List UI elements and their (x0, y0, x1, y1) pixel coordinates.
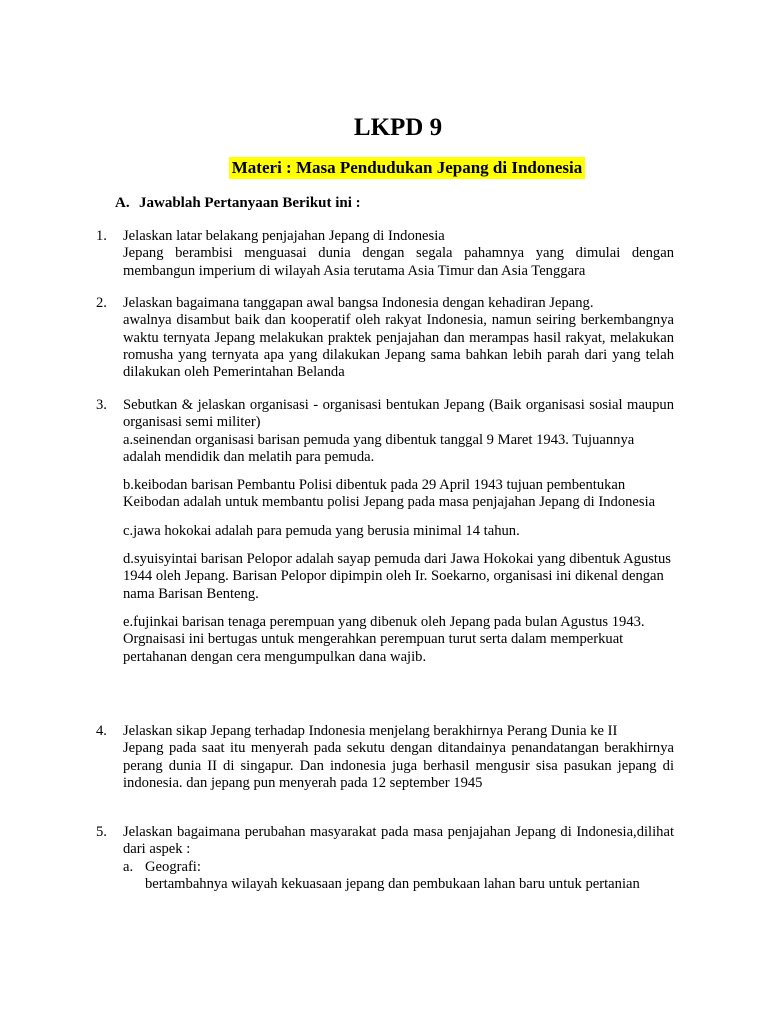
question-number: 2. (96, 295, 107, 311)
question-number: 3. (96, 397, 107, 413)
answer-text: awalnya disambut baik dan kooperatif oleh rakyat Indonesia, namun seiring berkembangnya waktu ternyata Jepang melakukan praktek penjajahan dan merampas hasil rakyat, melakukan romusha yang ternyata apa yang dilakukan Jepang sama bahkan lebih parah dari yang telah dilakukan oleh Pemerintahan Belanda (123, 312, 674, 381)
section-heading-text: Jawablah Pertanyaan Berikut ini : (139, 195, 361, 211)
answer-item-b: b.keibodan barisan Pembantu Polisi dibentuk pada 29 April 1943 tujuan pembentukan Keibodan adalah untuk membantu polisi Jepang pada masa penjajahan Jepang di Indonesia (123, 477, 656, 511)
question-5 (96, 824, 674, 893)
aspect-body (145, 859, 674, 894)
aspect-answer: bertambahnya wilayah kekuasaan jepang dan pembukaan lahan baru untuk pertanian (145, 875, 640, 892)
question-3 (96, 397, 674, 666)
question-body (123, 228, 674, 280)
question-body (123, 723, 674, 792)
question-body (123, 824, 674, 893)
aspect-item-a (123, 859, 674, 894)
section-letter: A. (115, 195, 130, 211)
answer-text: Jepang pada saat itu menyerah pada sekutu dengan ditandainya penandatangan berakhirnya perang dunia II di singapur. Dan indonesia juga berhasil mengusir sisa pasukan jepang di indonesia. dan jepang pun menyerah pada 12 september 1945 (123, 740, 674, 791)
question-text: Jelaskan sikap Jepang terhadap Indonesia menjelang berakhirnya Perang Dunia ke II (123, 723, 618, 739)
answer-item-d: d.syuisyintai barisan Pelopor adalah sayap pemuda dari Jawa Hokokai yang dibentuk Agustus 1944 oleh Jepang. Barisan Pelopor dipimpin oleh Ir. Soekarno, organisasi ini dikenal dengan nama Barisan Benteng. (123, 551, 671, 602)
question-text: Jelaskan bagaimana tanggapan awal bangsa Indonesia dengan kehadiran Jepang. (123, 295, 594, 311)
answer-item-c: c.jawa hokokai adalah para pemuda yang berusia minimal 14 tahun. (123, 522, 520, 539)
answer-item-a: a.seinendan organisasi barisan pemuda yang dibentuk tanggal 9 Maret 1943. Tujuannya adalah mendidik dan melatih para pemuda. (123, 431, 635, 465)
answer-item-e: e.fujinkai barisan tenaga perempuan yang dibenuk oleh Jepang pada bulan Agustus 1943. Orgnaisasi ini bertugas untuk mengerahkan perempuan turut serta dalam memperkuat pertahanan dengan cera mengumpulkan dana wajib. (123, 613, 645, 665)
section-heading (115, 194, 361, 213)
question-text: Jelaskan latar belakang penjajahan Jepang di Indonesia (123, 228, 445, 244)
question-number: 1. (96, 228, 107, 244)
question-body (123, 295, 674, 381)
question-text: Jelaskan bagaimana perubahan masyarakat pada masa penjajahan Jepang di Indonesia,dilihat dari aspek : (123, 824, 674, 858)
question-4 (96, 723, 674, 792)
question-text: Sebutkan & jelaskan organisasi - organisasi bentukan Jepang (Baik organisasi sosial maupun organisasi semi militer) (123, 397, 674, 431)
aspect-letter: a. (123, 858, 134, 875)
answer-text: Jepang berambisi menguasai dunia dengan segala pahamnya yang dimulai dengan membangun imperium di wilayah Asia terutama Asia Timur dan Asia Tenggara (123, 245, 674, 279)
question-body (123, 397, 674, 666)
subtitle-container (0, 157, 768, 179)
page-subtitle-highlighted: Materi : Masa Pendudukan Jepang di Indonesia (229, 157, 585, 179)
aspect-title: Geografi: (145, 858, 201, 875)
question-1 (96, 228, 674, 280)
question-number: 4. (96, 723, 107, 739)
question-number: 5. (96, 824, 107, 840)
question-2 (96, 295, 674, 381)
page-title: LKPD 9 (353, 114, 443, 141)
